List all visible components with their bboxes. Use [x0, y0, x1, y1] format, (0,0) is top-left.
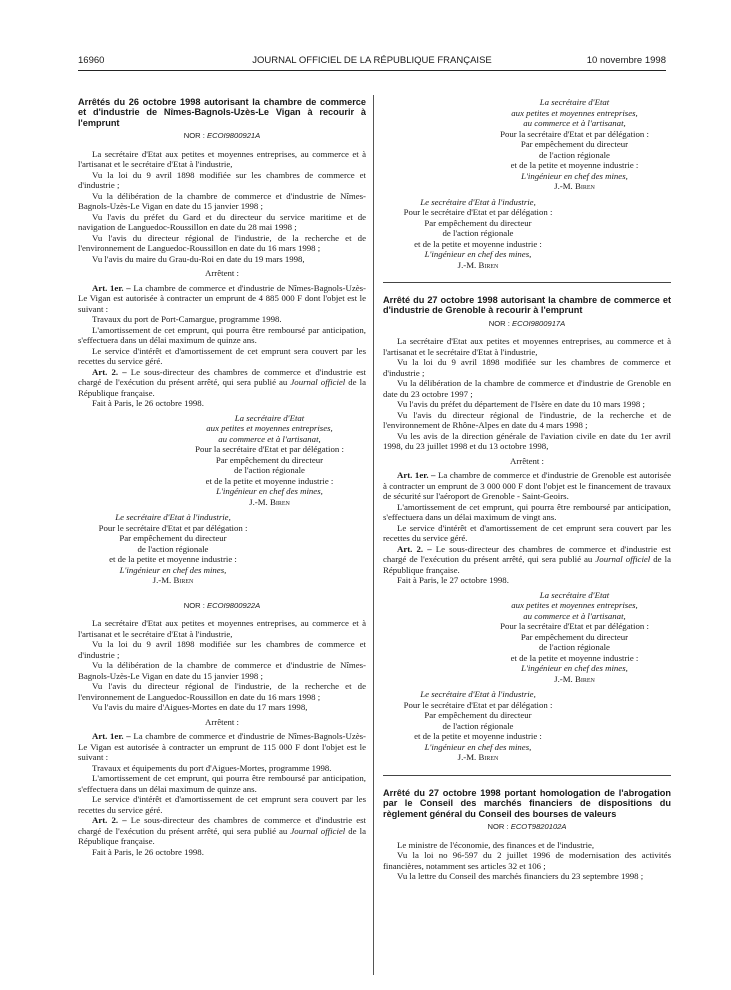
preamble: La secrétaire d'Etat aux petites et moyennes entreprises, au commerce et à l'artisanat et le secrétaire d'Etat à l'industrie,	[78, 618, 366, 639]
issue-date: 10 novembre 1998	[586, 55, 666, 66]
decree-title: Arrêté du 27 octobre 1998 portant homologation de l'abrogation par le Conseil des marchés financiers de dispositions du règlement général du Conseil des bourses de valeurs	[383, 787, 671, 819]
page-number: 16960	[78, 55, 105, 66]
article-2: Art. 2. – Le sous-directeur des chambres de commerce et d'industrie est chargé de l'exécution du présent arrêté, qui sera publié au Journal officiel de la République française.	[78, 366, 366, 398]
nor-code: ECOI9800917A	[512, 318, 566, 328]
decree-title: Arrêtés du 26 octobre 1998 autorisant la chambre de commerce et d'industrie de Nîmes-Bagnols-Uzès-Le Vigan à recourir à l'emprunt	[78, 97, 366, 128]
visa: Vu l'avis du préfet du Gard et du directeur du service maritime et de navigation de Languedoc-Roussillon en date du 28 mai 1998 ;	[78, 211, 366, 233]
section-divider	[383, 282, 671, 283]
visa: Vu l'avis du préfet du département de l'Isère en date du 10 mars 1998 ;	[397, 399, 645, 410]
paragraph: Travaux du port de Port-Camargue, programme 1998.	[92, 314, 282, 325]
nor-reference: NOR : ECOI9800922A	[183, 600, 261, 610]
paragraph: Le service d'intérêt et d'amortissement de cet emprunt sera couvert par les recettes du service géré.	[78, 794, 366, 815]
visa: Vu la délibération de la chambre de commerce et d'industrie de Nîmes-Bagnols-Uzès-Le Vigan en date du 15 janvier 1998 ;	[78, 190, 366, 212]
visa: Vu l'avis du maire d'Aigues-Mortes en date du 17 mars 1998,	[92, 702, 308, 713]
arretent-label: Arrêtent :	[205, 268, 239, 279]
left-column	[78, 97, 366, 857]
visa: Vu la lettre du Conseil des marchés financiers du 23 septembre 1998 ;	[397, 871, 644, 882]
visa: Vu la loi no 96-597 du 2 juillet 1996 de modernisation des activités financières, notamment ses articles 32 et 106 ;	[383, 850, 671, 871]
signatory-name: J.-M. Biren	[457, 259, 499, 270]
signature-block-industry: Le secrétaire d'Etat à l'industrie, Pour le secrétaire d'Etat et par délégation : Par empêchement du directeur de l'action régionale et de la petite et moyenne industrie : L'ingénieur en chef des mines, J.-M. Biren	[78, 512, 268, 586]
article-1: Art. 1er. – La chambre de commerce et d'industrie de Nîmes-Bagnols-Uzès-Le Vigan est autorisée à contracter un emprunt de 4 885 000 F dont l'objet est le suivant :	[78, 282, 366, 314]
visa: Vu l'avis du directeur régional de l'industrie, de la recherche et de l'environnement de Rhône-Alpes en date du 4 mars 1998 ;	[383, 409, 671, 431]
signature-block-industry: Le secrétaire d'Etat à l'industrie, Pour le secrétaire d'Etat et par délégation : Par empêchement du directeur de l'action régionale et de la petite et moyenne industrie : L'ingénieur en chef des mines, J.-M. Biren	[383, 689, 573, 763]
signature-block-industry: Le secrétaire d'Etat à l'industrie, Pour le secrétaire d'Etat et par délégation : Par empêchement du directeur de l'action régionale et de la petite et moyenne industrie : L'ingénieur en chef des mines, J.-M. Biren	[383, 197, 573, 271]
arretent-label: Arrêtent :	[205, 716, 239, 727]
signatory-name: J.-M. Biren	[554, 673, 595, 684]
section-divider	[383, 775, 671, 776]
preamble: Le ministre de l'économie, des finances et de l'industrie,	[397, 839, 595, 850]
done-at: Fait à Paris, le 27 octobre 1998.	[397, 575, 509, 586]
signature-block: La secrétaire d'Etat aux petites et moyennes entreprises, au commerce et à l'artisanat, Pour la secrétaire d'Etat et par délégation : Par empêchement du directeur de l'action régionale et de la petite et moyenne industrie : L'ingénieur en chef des mines, J.-M. Biren	[383, 590, 671, 685]
signatory-name: J.-M. Biren	[554, 181, 595, 191]
nor-reference: NOR : ECOI9800921A	[183, 131, 261, 141]
done-at: Fait à Paris, le 26 octobre 1998.	[92, 398, 204, 409]
paragraph: Le service d'intérêt et d'amortissement de cet emprunt sera couvert par les recettes du service géré.	[78, 345, 366, 367]
visa: Vu l'avis du directeur régional de l'industrie, de la recherche et de l'environnement de Languedoc-Roussillon en date du 16 mars 1998 ;	[78, 232, 366, 254]
article-2: Art. 2. – Le sous-directeur des chambres de commerce et d'industrie est chargé de l'exécution du présent arrêté, qui sera publié au Journal officiel de la République française.	[78, 815, 366, 847]
done-at: Fait à Paris, le 26 octobre 1998.	[92, 846, 204, 857]
page-header	[78, 55, 666, 69]
visa: Vu la loi du 9 avril 1898 modifiée sur les chambres de commerce et d'industrie ;	[78, 639, 366, 660]
signatory-name: J.-M. Biren	[152, 575, 194, 586]
column-divider	[373, 95, 374, 975]
paragraph: L'amortissement de cet emprunt, qui pourra être remboursé par anticipation, s'effectuera dans un délai maximum de quinze ans.	[78, 324, 366, 346]
signature-block: La secrétaire d'Etat aux petites et moyennes entreprises, au commerce et à l'artisanat, Pour la secrétaire d'Etat et par délégation : Par empêchement du directeur de l'action régionale et de la petite et moyenne industrie : L'ingénieur en chef des mines, J.-M. Biren	[383, 97, 671, 192]
nor-reference: NOR : ECOT9820102A	[487, 822, 567, 832]
article-1: Art. 1er. – La chambre de commerce et d'industrie de Nîmes-Bagnols-Uzès-Le Vigan est autorisée à contracter un emprunt de 115 000 F dont l'objet est le suivant :	[78, 731, 366, 763]
paragraph: Travaux et équipements du port d'Aigues-Mortes, programme 1998.	[92, 762, 332, 773]
preamble: La secrétaire d'Etat aux petites et moyennes entreprises, au commerce et à l'artisanat et le secrétaire d'Etat à l'industrie,	[78, 148, 366, 170]
decree-title: Arrêté du 27 octobre 1998 autorisant la chambre de commerce et d'industrie de Grenoble à recourir à l'emprunt	[383, 295, 671, 316]
visa: Vu les avis de la direction générale de l'aviation civile en date du 1er avril 1998, du 23 juillet 1998 et du 13 octobre 1998,	[383, 430, 671, 452]
visa: Vu la loi du 9 avril 1898 modifiée sur les chambres de commerce et d'industrie ;	[383, 357, 671, 378]
arretent-label: Arrêtent :	[510, 455, 544, 466]
right-column	[383, 97, 671, 882]
article-2: Art. 2. – Le sous-directeur des chambres de commerce et d'industrie est chargé de l'exécution du présent arrêté, qui sera publié au Journal officiel de la République française.	[383, 543, 671, 575]
signature-block: La secrétaire d'Etat aux petites et moyennes entreprises, au commerce et à l'artisanat, Pour la secrétaire d'Etat et par délégation : Par empêchement du directeur de l'action régionale et de la petite et moyenne industrie : L'ingénieur en chef des mines, J.-M. Biren	[78, 413, 366, 508]
nor-code: ECOI9800922A	[207, 600, 261, 610]
nor-code: ECOI9800921A	[207, 131, 261, 141]
header-rule	[78, 70, 666, 71]
preamble: La secrétaire d'Etat aux petites et moyennes entreprises, au commerce et à l'artisanat et le secrétaire d'Etat à l'industrie,	[383, 336, 671, 357]
nor-reference: NOR : ECOI9800917A	[488, 318, 566, 328]
signatory-name: J.-M. Biren	[249, 496, 290, 507]
nor-code: ECOT9820102A	[510, 822, 567, 832]
journal-title: JOURNAL OFFICIEL DE LA RÉPUBLIQUE FRANÇAISE	[252, 55, 492, 66]
visa: Vu la délibération de la chambre de commerce et d'industrie de Nîmes-Bagnols-Uzès-Le Vigan en date du 15 janvier 1998 ;	[78, 660, 366, 681]
visa: Vu la délibération de la chambre de commerce et d'industrie de Grenoble en date du 23 octobre 1997 ;	[383, 378, 671, 399]
signatory-name: J.-M. Biren	[457, 752, 499, 763]
article-1: Art. 1er. – La chambre de commerce et d'industrie de Grenoble est autorisée à contracter un emprunt de 3 000 000 F dont l'objet est le financement de travaux de sécurité sur l'aéroport de Grenoble - Saint-Geoirs.	[383, 470, 671, 502]
visa: Vu l'avis du directeur régional de l'industrie, de la recherche et de l'environnement de Languedoc-Roussillon en date du 16 mars 1998 ;	[78, 681, 366, 702]
visa: Vu la loi du 9 avril 1898 modifiée sur les chambres de commerce et d'industrie ;	[78, 169, 366, 191]
paragraph: L'amortissement de cet emprunt, qui pourra être remboursé par anticipation, s'effectuera dans un délai maximum de quinze ans.	[78, 773, 366, 794]
paragraph: Le service d'intérêt et d'amortissement de cet emprunt sera couvert par les recettes du service géré.	[383, 522, 671, 544]
paragraph: L'amortissement de cet emprunt, qui pourra être remboursé par anticipation, s'effectuera dans un délai maximum de vingt ans.	[383, 501, 671, 523]
visa: Vu l'avis du maire du Grau-du-Roi en date du 19 mars 1998,	[92, 253, 305, 264]
